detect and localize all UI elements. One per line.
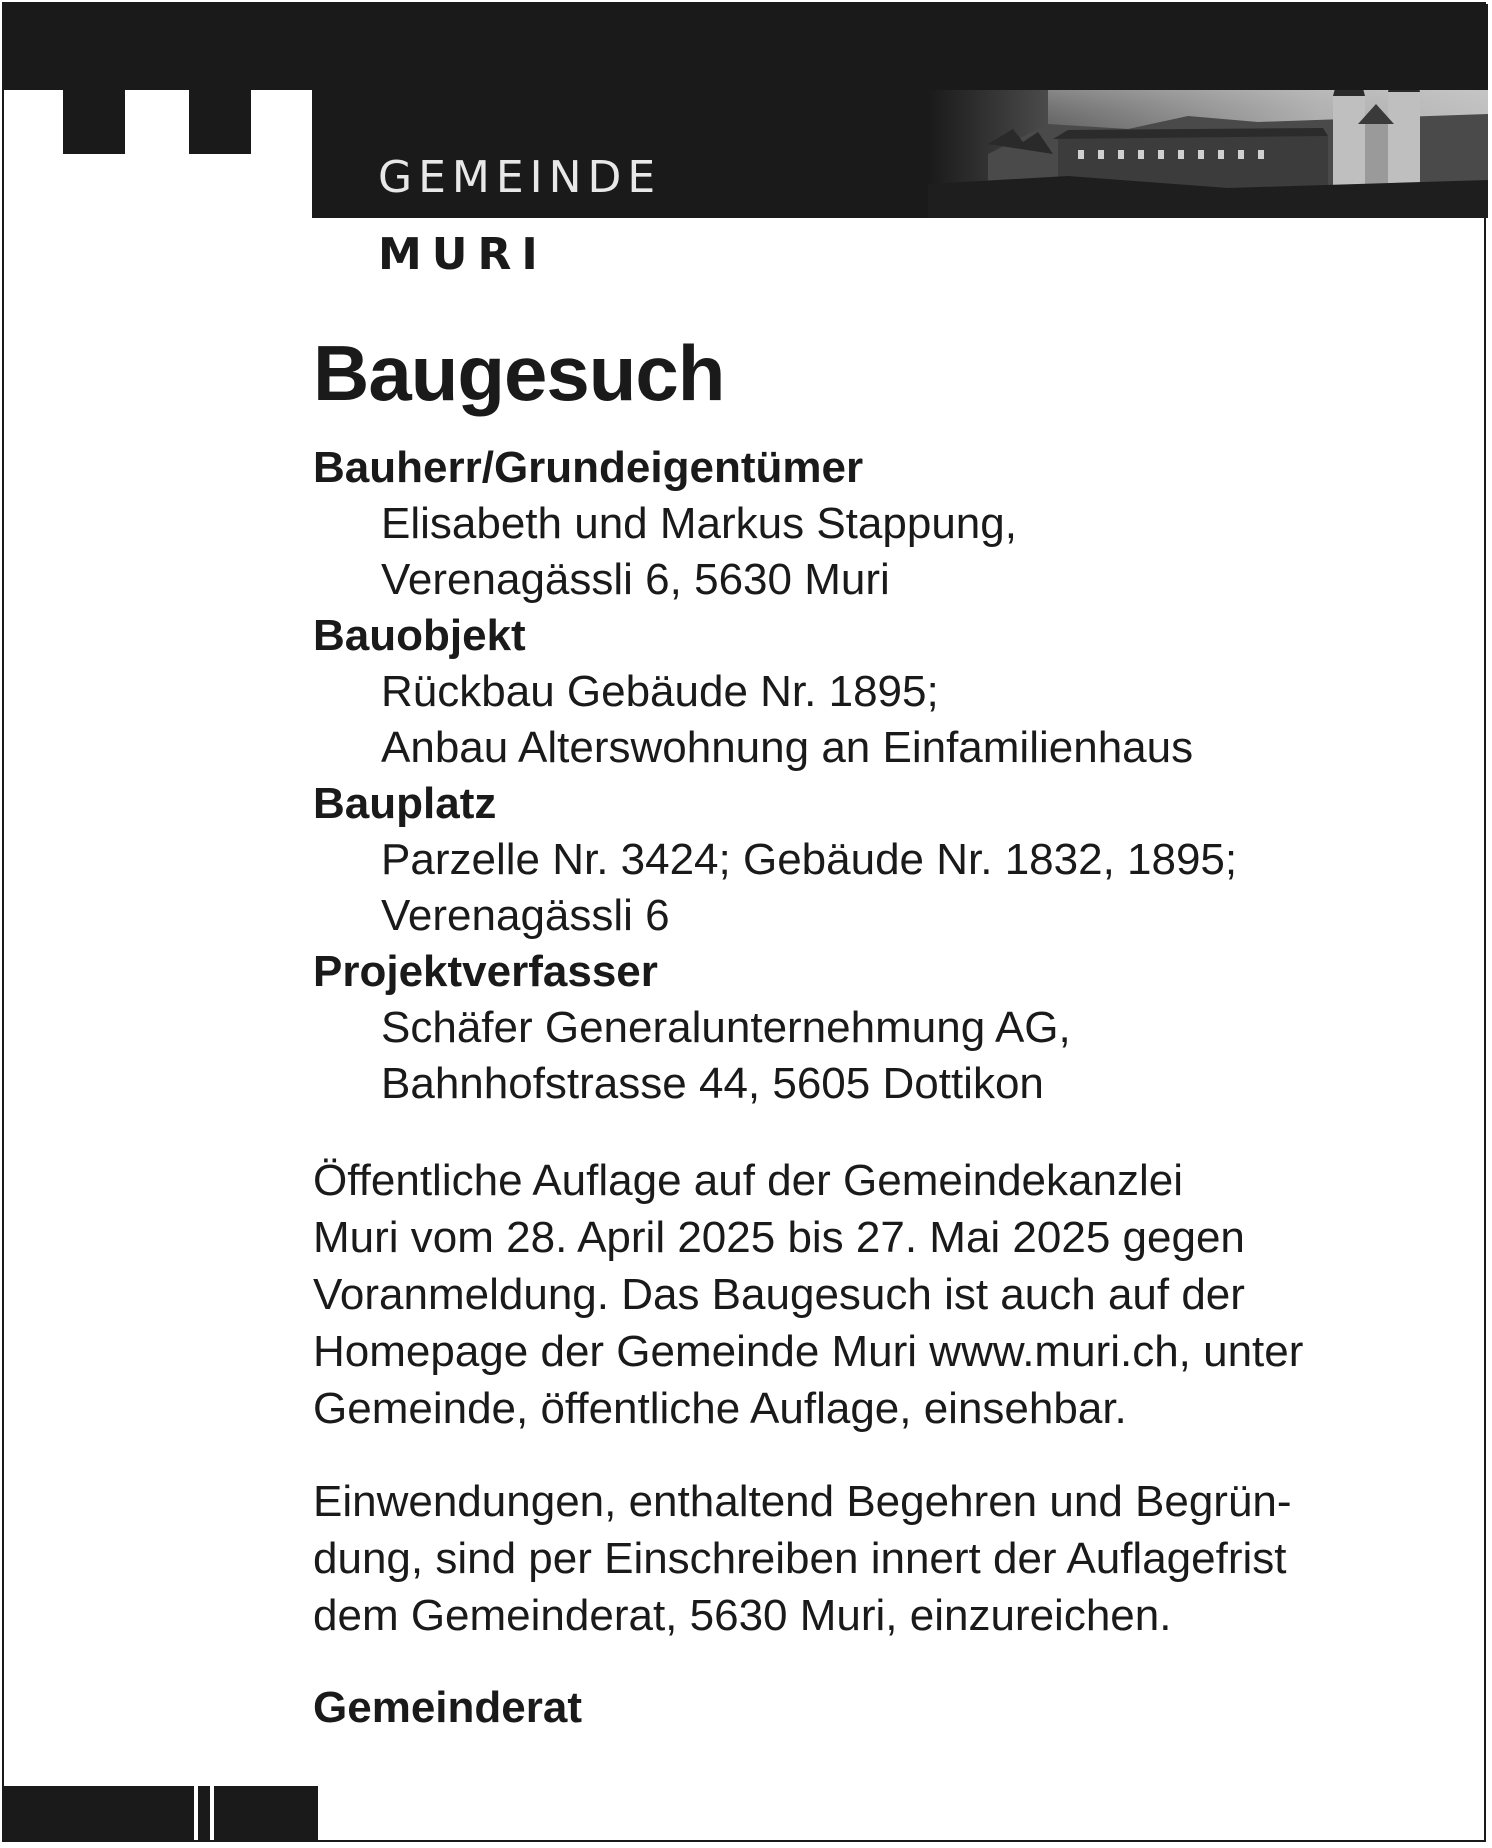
org-label: GEMEINDE: [378, 152, 662, 203]
section-line: Schäfer Generalunternehmung AG,: [381, 1003, 1071, 1052]
footer-bar: [4, 1786, 318, 1840]
paragraph-line: Gemeinde, öffentliche Auflage, einsehbar.: [313, 1384, 1127, 1433]
section-line: Rückbau Gebäude Nr. 1895;: [381, 667, 939, 716]
paragraph-line: dem Gemeinderat, 5630 Muri, einzureichen.: [313, 1591, 1172, 1640]
notice-frame: [2, 2, 1486, 1842]
notice-content: [313, 329, 1463, 1736]
section-label: Bauherr/Grundeigentümer: [313, 443, 864, 492]
paragraph-line: dung, sind per Einschreiben innert der Auflagefrist: [313, 1534, 1287, 1583]
notice-title: Baugesuch: [313, 329, 725, 417]
paragraph-line: Öffentliche Auflage auf der Gemeindekanzlei: [313, 1156, 1183, 1205]
logo-merlon-2: [189, 90, 251, 154]
logo-merlon-1: [63, 90, 125, 154]
section-label: Projektverfasser: [313, 947, 658, 996]
section-line: Anbau Alterswohnung an Einfamilienhaus: [381, 723, 1194, 772]
paragraph-line: Muri vom 28. April 2025 bis 27. Mai 2025 gegen: [313, 1213, 1245, 1262]
paragraph-line: Voranmeldung. Das Baugesuch ist auch auf der: [313, 1270, 1245, 1319]
section-line: Verenagässli 6, 5630 Muri: [381, 555, 890, 604]
paragraph-line: Einwendungen, enthaltend Begehren und Begrün-: [313, 1477, 1292, 1526]
footer-divider: [210, 1786, 214, 1840]
section-label: Bauobjekt: [313, 611, 526, 660]
town-label: MURI: [378, 229, 548, 280]
abbey-church-photo: [928, 90, 1488, 218]
header-bar: [4, 4, 1488, 90]
section-line: Elisabeth und Markus Stappung,: [381, 499, 1017, 548]
paragraph-line: Homepage der Gemeinde Muri www.muri.ch, unter: [313, 1327, 1304, 1376]
footer-divider: [194, 1786, 198, 1840]
section-line: Bahnhofstrasse 44, 5605 Dottikon: [381, 1059, 1044, 1108]
section-line: Verenagässli 6: [381, 891, 670, 940]
section-label: Bauplatz: [313, 779, 497, 828]
section-line: Parzelle Nr. 3424; Gebäude Nr. 1832, 1895;: [381, 835, 1238, 884]
signature: Gemeinderat: [313, 1683, 582, 1732]
